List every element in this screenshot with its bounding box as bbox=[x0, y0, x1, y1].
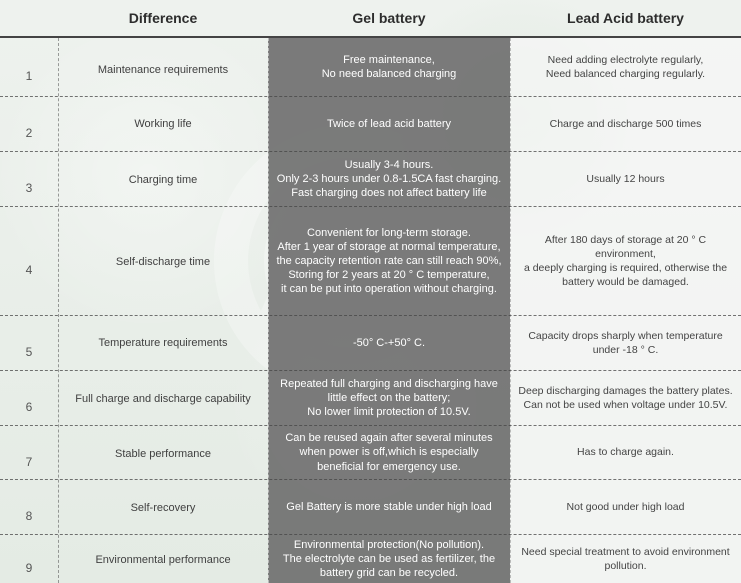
table-header bbox=[0, 0, 741, 38]
row-number: 1 bbox=[25, 69, 33, 83]
difference-cell: Stable performance bbox=[115, 447, 211, 460]
lead-cell: After 180 days of storage at 20 ° C environment, a deeply charging is required, otherwise the battery would be damaged. bbox=[523, 233, 728, 289]
row-number: 9 bbox=[25, 561, 33, 575]
table-row bbox=[0, 316, 741, 371]
difference-cell: Self-discharge time bbox=[115, 256, 211, 268]
header-difference: Difference bbox=[128, 10, 198, 26]
row-number: 5 bbox=[25, 345, 33, 359]
row-number: 8 bbox=[25, 509, 33, 523]
difference-cell: Self-recovery bbox=[130, 502, 196, 514]
table-row bbox=[0, 480, 741, 535]
lead-cell: Not good under high load bbox=[566, 500, 685, 513]
header-lead-acid-battery: Lead Acid battery bbox=[567, 10, 684, 26]
row-number: 2 bbox=[25, 126, 33, 140]
table-row bbox=[0, 371, 741, 426]
table-row bbox=[0, 207, 741, 316]
lead-cell: Deep discharging damages the battery plates. Can not be used when voltage under 10.5V. bbox=[518, 384, 733, 411]
difference-cell: Environmental performance bbox=[95, 554, 231, 566]
gel-cell: Free maintenance, No need balanced charging bbox=[321, 53, 457, 80]
difference-cell: Temperature requirements bbox=[98, 337, 228, 349]
lead-cell: Need special treatment to avoid environment pollution. bbox=[521, 545, 730, 572]
gel-cell: -50° C-+50° C. bbox=[352, 336, 426, 349]
table-row bbox=[0, 426, 741, 480]
lead-cell: Usually 12 hours bbox=[586, 172, 665, 185]
difference-cell: Maintenance requirements bbox=[97, 64, 229, 76]
table-row bbox=[0, 535, 741, 583]
row-number: 6 bbox=[25, 400, 33, 414]
header-gel-battery: Gel battery bbox=[352, 10, 426, 26]
table-row bbox=[0, 97, 741, 152]
row-number: 4 bbox=[25, 263, 33, 277]
table-row bbox=[0, 38, 741, 97]
gel-cell: Gel Battery is more stable under high load bbox=[286, 500, 492, 513]
gel-cell: Can be reused again after several minutes when power is off,which is especially beneficial for emergency use. bbox=[285, 432, 493, 473]
difference-cell: Full charge and discharge capability bbox=[75, 393, 251, 405]
table-row bbox=[0, 152, 741, 207]
lead-cell: Need adding electrolyte regularly, Need balanced charging regularly. bbox=[545, 53, 706, 80]
lead-cell: Charge and discharge 500 times bbox=[549, 117, 702, 130]
difference-cell: Charging time bbox=[128, 174, 198, 186]
lead-cell: Capacity drops sharply when temperature under -18 ° C. bbox=[528, 329, 723, 356]
gel-cell: Twice of lead acid battery bbox=[326, 117, 452, 130]
gel-cell: Environmental protection(No pollution). The electrolyte can be used as fertilizer, the battery grid can be recycled. bbox=[282, 538, 496, 580]
gel-cell: Repeated full charging and discharging have little effect on the battery; No lower limit protection of 10.5V. bbox=[280, 377, 498, 419]
gel-cell: Usually 3-4 hours. Only 2-3 hours under 0.8-1.5CA fast charging. Fast charging does not affect battery life bbox=[276, 158, 502, 200]
row-number: 7 bbox=[25, 454, 33, 469]
lead-cell: Has to charge again. bbox=[577, 446, 674, 459]
row-number: 3 bbox=[25, 181, 33, 195]
difference-cell: Working life bbox=[134, 118, 192, 130]
gel-cell: Convenient for long-term storage. After 1 year of storage at normal temperature, the capacity retention rate can still reach 90%, Storing for 2 years at 20 ° C temperature, it can be put into operation without charging. bbox=[276, 226, 502, 296]
